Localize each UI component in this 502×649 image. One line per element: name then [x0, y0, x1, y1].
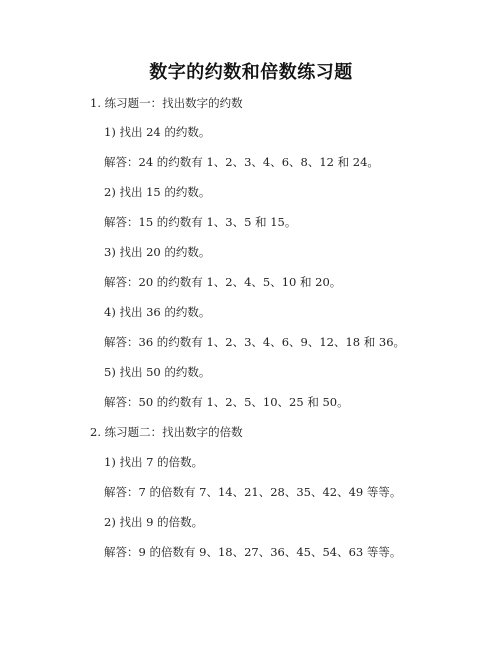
question-line: 1) 找出 7 的倍数。 — [104, 455, 204, 469]
section-heading: 1. 练习题一：找出数字的约数 — [90, 96, 243, 110]
answer-line: 解答：20 的约数有 1、2、4、5、10 和 20。 — [104, 275, 342, 289]
document-title: 数字的约数和倍数练习题 — [149, 62, 353, 83]
question-line: 1) 找出 24 的约数。 — [104, 125, 211, 139]
answer-line: 解答：9 的倍数有 9、18、27、36、45、54、63 等等。 — [104, 545, 402, 559]
answer-line: 解答：15 的约数有 1、3、5 和 15。 — [104, 215, 297, 229]
answer-line: 解答：7 的倍数有 7、14、21、28、35、42、49 等等。 — [104, 485, 402, 499]
answer-line: 解答：24 的约数有 1、2、3、4、6、8、12 和 24。 — [104, 155, 379, 169]
answer-line: 解答：50 的约数有 1、2、5、10、25 和 50。 — [104, 395, 349, 409]
answer-line: 解答：36 的约数有 1、2、3、4、6、9、12、18 和 36。 — [104, 335, 406, 349]
question-line: 4) 找出 36 的约数。 — [104, 305, 211, 319]
question-line: 5) 找出 50 的约数。 — [104, 365, 211, 379]
question-line: 2) 找出 15 的约数。 — [104, 185, 211, 199]
question-line: 3) 找出 20 的约数。 — [104, 245, 211, 259]
section-heading: 2. 练习题二：找出数字的倍数 — [90, 425, 243, 439]
question-line: 2) 找出 9 的倍数。 — [104, 515, 204, 529]
